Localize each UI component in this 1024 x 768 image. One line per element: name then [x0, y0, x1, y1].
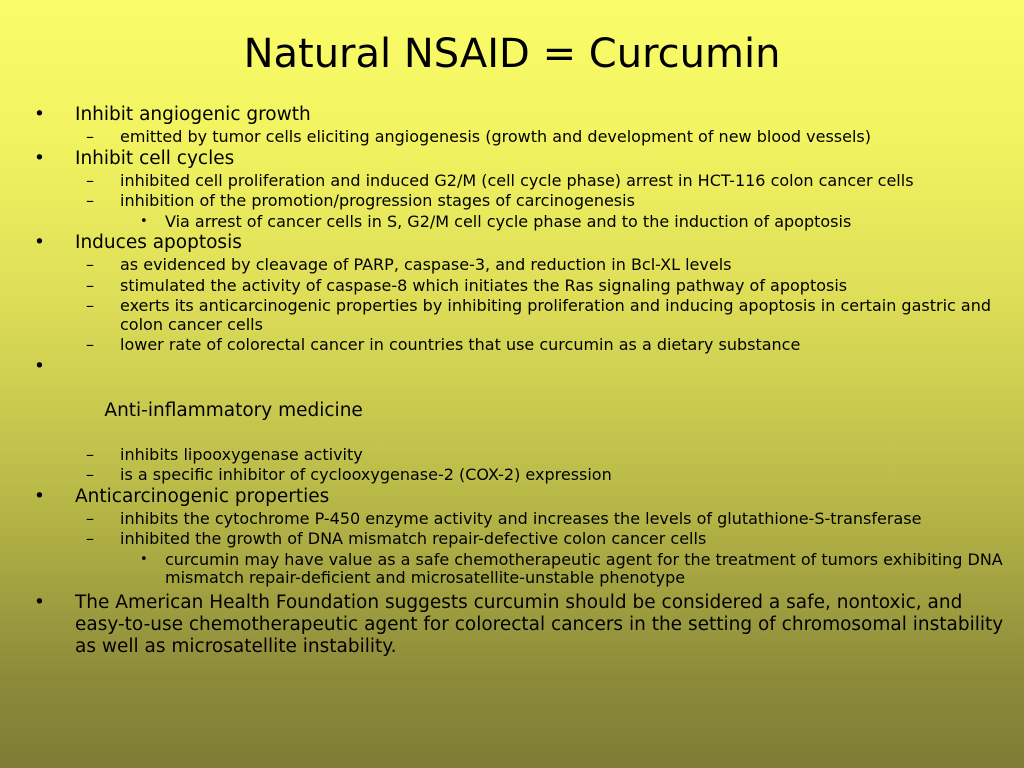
sub-sub-bullet: [34, 551, 1009, 588]
bullet-marker: •: [34, 591, 45, 613]
bullet-text: Induces apoptosis: [75, 232, 242, 253]
sub-bullet-text: stimulated the activity of caspase-8 which initiates the Ras signaling pathway of apoptosis: [120, 275, 848, 295]
dash-marker: –: [86, 255, 94, 274]
bullet-text: Inhibit angiogenic growth: [75, 104, 311, 125]
sub-sub-bullet: [34, 213, 1009, 232]
sub-bullet: [34, 446, 1009, 465]
bullet-inhibit-cell-cycles: [34, 148, 1009, 170]
sub-bullet-text: as evidenced by cleavage of PARP, caspase-3, and reduction in Bcl-XL levels: [120, 255, 732, 274]
bullet-marker: •: [34, 232, 45, 253]
dash-marker: –: [86, 191, 94, 210]
sub-bullet: [34, 530, 1009, 549]
sub-bullet: [34, 466, 1009, 485]
sub-bullet-text: inhibited the growth of DNA mismatch repair-defective colon cancer cells: [120, 529, 707, 548]
dash-marker: –: [86, 465, 94, 484]
bullet-marker: •: [34, 485, 45, 507]
dash-marker: –: [86, 529, 94, 548]
sub-bullet-text: inhibits the cytochrome P-450 enzyme activity and increases the levels of glutathione-S-transferase: [120, 508, 922, 528]
sub-bullet: [34, 256, 1009, 275]
sub-bullet: [34, 510, 1009, 529]
sub-bullet: [34, 192, 1009, 211]
sub-bullet-text: inhibits lipooxygenase activity: [120, 444, 363, 464]
sub-bullet-text: exerts its anticarcinogenic properties by inhibiting proliferation and inducing apoptosis in certain gastric and colon cancer cells: [120, 296, 991, 334]
bullet-text: The American Health Foundation suggests curcumin should be considered a safe, nontoxic, and easy-to-use chemotherapeutic agent for colorectal cancers in the setting of chromosomal instability as well as microsatellite instability.: [75, 591, 1004, 657]
bullet-text: Anti-inflammatory medicine: [98, 399, 363, 421]
small-bullet-marker: •: [140, 213, 148, 229]
dash-marker: –: [86, 170, 94, 190]
sub-bullet-text: lower rate of colorectal cancer in countries that use curcumin as a dietary substance: [120, 335, 801, 354]
sub-bullet-text: is a specific inhibitor of cyclooxygenase-2 (COX-2) expression: [120, 465, 612, 484]
sub-bullet-text: emitted by tumor cells eliciting angiogenesis (growth and development of new blood vessels): [120, 127, 871, 146]
sub-bullet: [34, 336, 1009, 355]
slide-title: Natural NSAID = Curcumin: [243, 31, 781, 77]
bullet-marker: •: [34, 104, 45, 125]
sub-bullet-text: inhibition of the promotion/progression stages of carcinogenesis: [120, 191, 635, 210]
bullet-list: [34, 103, 1009, 658]
dash-marker: –: [86, 508, 94, 528]
bullet-text: Anticarcinogenic properties: [75, 485, 330, 507]
sub-bullet: [34, 128, 1009, 147]
sub-bullet: [34, 297, 1009, 334]
bullet-anticarcinogenic-properties: [34, 486, 1009, 508]
bullet-inhibit-angiogenic-growth: [34, 104, 1009, 126]
bullet-induces-apoptosis: [34, 232, 1009, 254]
dash-marker: –: [86, 275, 94, 295]
dash-marker: –: [86, 127, 94, 146]
dash-marker: –: [86, 296, 94, 315]
sub-bullet: [34, 172, 1009, 191]
bullet-anti-inflammatory: [34, 356, 1009, 444]
bullet-text: Inhibit cell cycles: [75, 147, 235, 169]
small-bullet-marker: •: [140, 551, 148, 567]
bullet-american-health-foundation: [34, 592, 1009, 658]
sub-bullet: [34, 277, 1009, 296]
sub-sub-bullet-text: Via arrest of cancer cells in S, G2/M cell cycle phase and to the induction of apoptosis: [165, 211, 852, 231]
sub-sub-bullet-text: curcumin may have value as a safe chemotherapeutic agent for the treatment of tumors exhibiting DNA mismatch repair-deficient and microsatellite-unstable phenotype: [165, 549, 1003, 587]
bullet-marker: •: [34, 147, 45, 169]
dash-marker: –: [86, 335, 94, 354]
sub-bullet-text: inhibited cell proliferation and induced G2/M (cell cycle phase) arrest in HCT-116 colon cancer cells: [120, 170, 914, 190]
dash-marker: –: [86, 444, 94, 464]
bullet-marker: •: [34, 355, 45, 377]
